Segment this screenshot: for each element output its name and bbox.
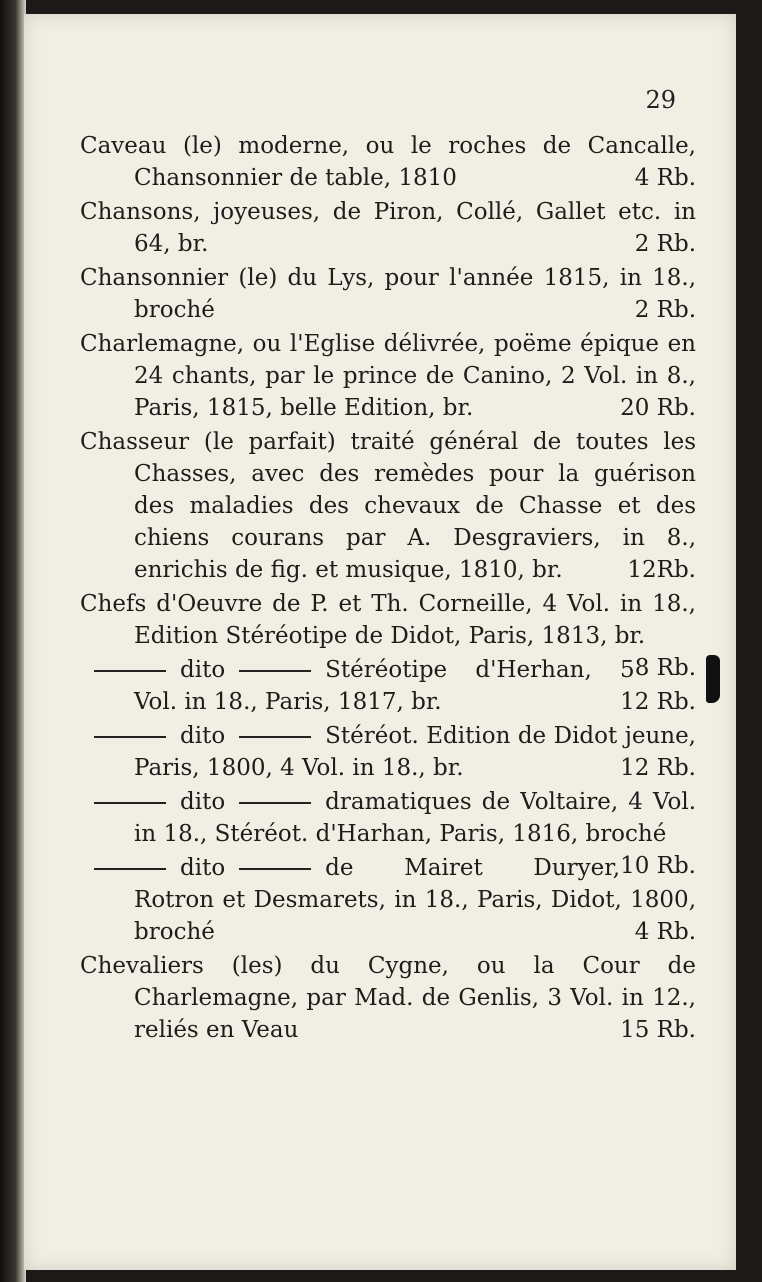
catalog-entry: Charlemagne, ou l'Eglise délivrée, poëme épique en 24 chants, par le prince de Canino, 2 Vol. in 8., Paris, 1815, belle Edition, br. 20 Rb. (80, 328, 696, 424)
catalog-entry: Chansonnier (le) du Lys, pour l'année 1815, in 18., broché 2 Rb. (80, 262, 696, 326)
catalog-entry-dito: dito de Mairet Duryer, Rotron et Desmarets, in 18., Paris, Didot, 1800, broché 4 Rb. (80, 852, 696, 948)
page-number: 29 (645, 86, 676, 114)
catalog-entries (80, 130, 696, 1048)
catalog-entry-dito: dito dramatiques de Voltaire, 4 Vol. in 18., Stéréot. d'Harhan, Paris, 1816, broché 10 Rb. (80, 786, 696, 850)
entry-price: 15 Rb. (620, 1017, 696, 1043)
catalog-entry: Chasseur (le parfait) traité général de toutes les Chasses, avec des remèdes pour la guérison des maladies des chevaux de Chasse et des chiens courans par A. Desgraviers, in 8., enrichis de fig. et musique, 1810, br. 12Rb. (80, 426, 696, 586)
entry-price: 12 Rb. (620, 755, 696, 781)
dash-rule (94, 802, 166, 804)
catalog-entry-dito: dito Stéréot. Edition de Didot jeune, Paris, 1800, 4 Vol. in 18., br. 12 Rb. (80, 720, 696, 784)
catalog-entry: Chansons, joyeuses, de Piron, Collé, Gallet etc. in 64, br. 2 Rb. (80, 196, 696, 260)
entry-price: 20 Rb. (620, 395, 696, 421)
dash-rule (239, 736, 311, 738)
entry-price: 12Rb. (627, 557, 696, 583)
catalog-entry: Chefs d'Oeuvre de P. et Th. Corneille, 4 Vol. in 18., Edition Stéréotipe de Didot, Paris, 1813, br. 8 Rb. (80, 588, 696, 652)
entry-price: 2 Rb. (634, 297, 696, 323)
entry-price: 4 Rb. (634, 165, 696, 191)
entry-price: 12 Rb. (620, 689, 696, 715)
book-spine (0, 0, 26, 1282)
dito-word: dito (180, 723, 226, 749)
dash-rule (94, 670, 166, 672)
catalog-entry: Chevaliers (les) du Cygne, ou la Cour de Charlemagne, par Mad. de Genlis, 3 Vol. in 12., reliés en Veau 15 Rb. (80, 950, 696, 1046)
entry-price: 4 Rb. (634, 919, 696, 945)
dito-word: dito (180, 855, 226, 881)
dash-rule (94, 868, 166, 870)
entry-price: 2 Rb. (634, 231, 696, 257)
ink-mark (706, 655, 720, 703)
entry-price: 10 Rb. (620, 853, 696, 879)
dash-rule (239, 670, 311, 672)
dash-rule (94, 736, 166, 738)
catalog-entry-dito: dito Stéréotipe d'Herhan, 5 Vol. in 18., Paris, 1817, br. 12 Rb. (80, 654, 696, 718)
dash-rule (239, 868, 311, 870)
dash-rule (239, 802, 311, 804)
dito-word: dito (180, 789, 226, 815)
catalog-entry: Caveau (le) moderne, ou le roches de Cancalle, Chansonnier de table, 1810 4 Rb. (80, 130, 696, 194)
entry-price: 8 Rb. (634, 655, 696, 681)
dito-word: dito (180, 657, 226, 683)
